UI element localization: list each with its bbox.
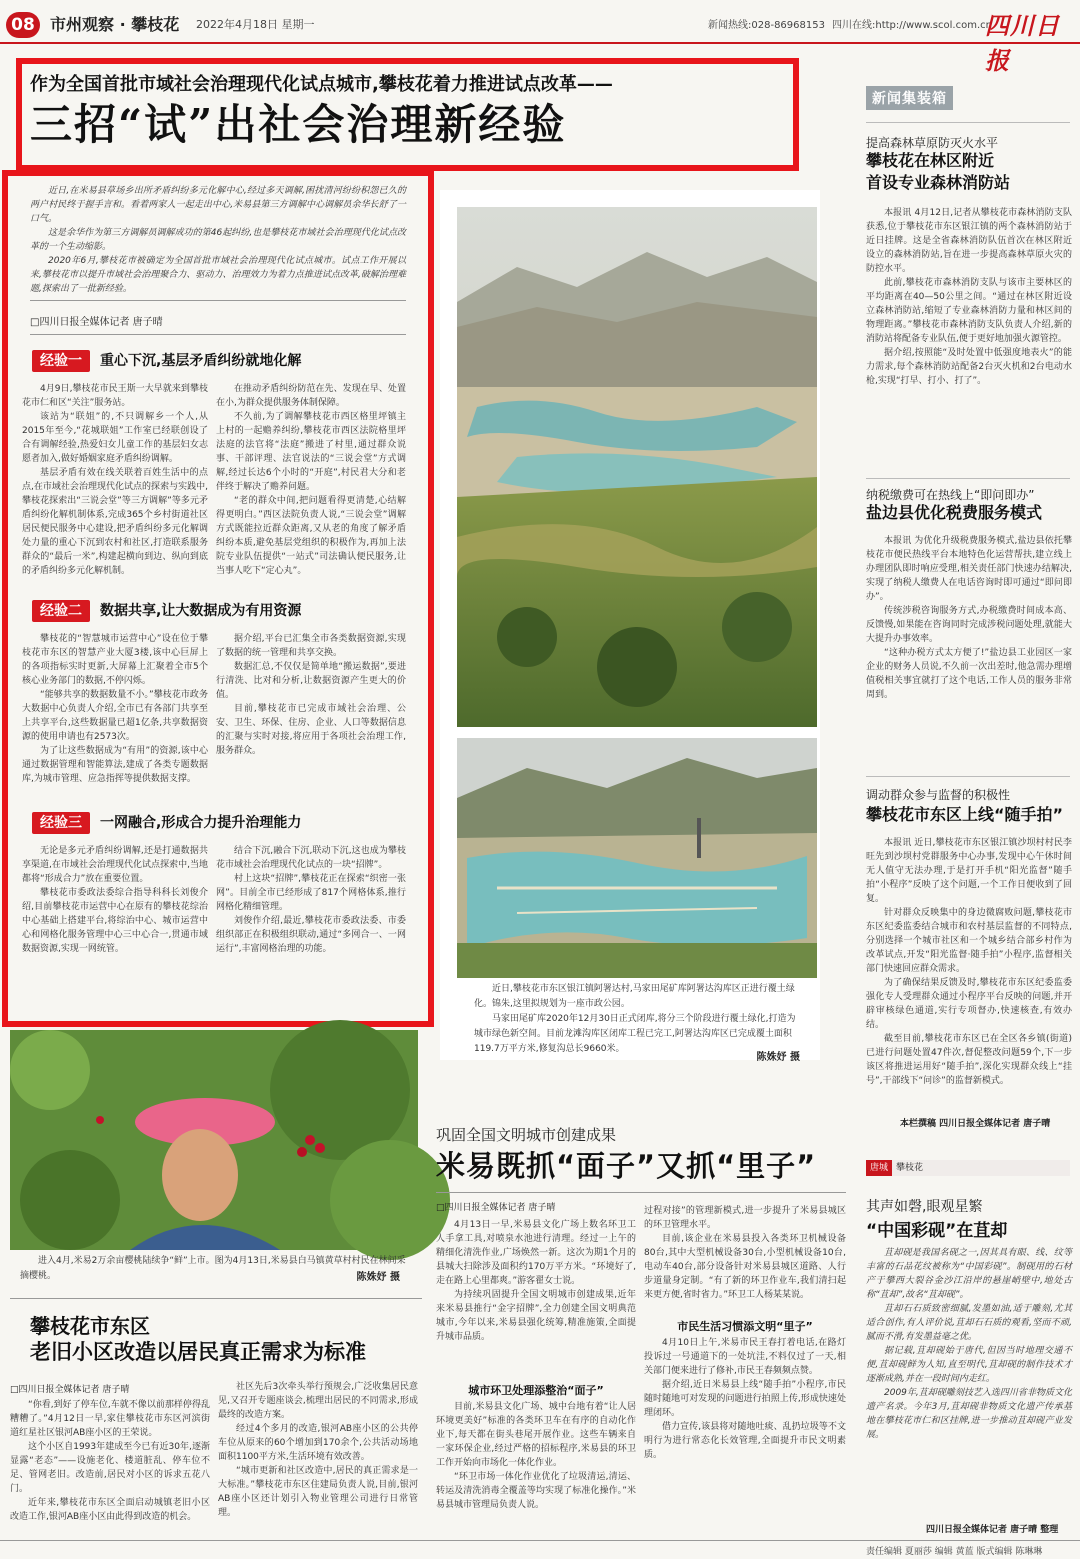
bottom-right-credit: 四川日报全媒体记者 唐子晴 整理 <box>926 1525 1059 1535</box>
lead-title: 三招“试”出社会治理新经验 <box>30 100 567 149</box>
bottom-left-title-line2: 老旧小区改造以居民真正需求为标准 <box>30 1340 366 1364</box>
page-number: 08 <box>6 12 40 38</box>
experience-title: 一网融合,形成合力提升治理能力 <box>100 815 302 831</box>
sidebar-item-kicker: 提高森林草原防灭火水平 <box>866 136 999 150</box>
sidebar-credit: 本栏撰稿 四川日报全媒体记者 唐子晴 <box>900 1119 1051 1129</box>
sidebar-item-kicker: 调动群众参与监督的积极性 <box>866 788 1011 802</box>
paragraph: 基层矛盾有效在线关联着百姓生活中的点点,在市域社会治理现代化试点的探索与实践中,攀枝花探索出“三说会堂”等三方调解”等多元矛盾纠纷化解机制体系,完成365个乡村街道社区居民便民服务中心建设,把矛盾纠纷多元化解调处力量的重心下沉到农村和社区,打造联系服务群众的“最后一米”,构建起横向到边、纵向到底的矛盾纠纷多元化解机制。 <box>22 468 208 576</box>
paragraph: 2009年,苴却砚雕刻技艺入选四川省非物质文化遗产名录。今年3月,苴却砚非物质文化遗产传承基地在攀枝花市仁和区挂牌,进一步推动苴却砚产业发展。 <box>866 1388 1072 1440</box>
paragraph: 本报讯 为优化升级税费服务模式,盐边县依托攀枝花市便民热线平台本地特色化运营帮扶,建立线上办理团队即时响应受理,相关责任部门快速办结解决,实现了纳税人缴费人在电话咨询时即可通过“即问即办”。 <box>866 536 1072 602</box>
paragraph: 村上这块“招牌”,攀枝花正在探索“织密一张网”。目前全市已经形成了817个网格体系,推行网格化精细管理。 <box>216 874 406 912</box>
sidebar-rule <box>866 776 1070 777</box>
paragraph: 4月9日,攀枝花市民王斯一大早就来到攀枝花市仁和区“关注”服务站。 <box>22 384 208 408</box>
sidebar-item-title: 攀枝花在林区附近 首设专业森林消防站 <box>866 151 1011 192</box>
paragraph: 过程对接”的管理新模式,进一步提升了米易县城区的环卫管理水平。 <box>644 1206 846 1230</box>
issue-date: 2022年4月18日 星期一 <box>196 18 315 31</box>
bottom-center-col-1 <box>436 1218 636 1378</box>
paragraph: 传统涉税咨询服务方式,办税缴费时间成本高、反馈慢,如果能在咨询同时完成涉税问题处理,就能大大提升办事效率。 <box>866 606 1072 644</box>
paragraph: 攀枝花的“智慧城市运营中心”设在位于攀枝花市东区的智慧产业大厦3楼,该中心巨屏上的各项指标实时更新,大屏幕上汇聚着全市5个核心业务部门的数据,不停闪烁。 <box>22 634 208 686</box>
paragraph: 本报讯 4月12日,记者从攀枝花市森林消防支队获悉,位于攀枝花市东区银江镇的两个森林消防站于近日挂牌。这是全省森林消防队伍首次在林区附近设立的森林消防站,旨在进一步提高森林草原火灾的防控水平。 <box>866 208 1072 274</box>
divider <box>10 1298 422 1299</box>
cherry-picking-image <box>10 1030 418 1250</box>
sidebar-item-body <box>866 836 1072 1108</box>
bottom-center-kicker: 巩固全国文明城市创建成果 <box>436 1126 617 1144</box>
experience-tag: 经验二 <box>32 600 90 622</box>
masthead-rule <box>0 42 1080 44</box>
lead-highlight-box <box>2 170 434 1027</box>
paragraph: 苴却石石质致密细腻,发墨如油,适于雕刻,尤其适合创作,有人评价说,苴却石石质的观看,坚而不顽,腻而不滑,有发墨益毫之优。 <box>866 1304 1072 1342</box>
paragraph: 在推动矛盾纠纷防范在先、发现在早、处置在小,为群众提供服务体制保障。 <box>216 384 406 408</box>
paragraph: 刘俊作介绍,最近,攀枝花市委政法委、市委组织部正在积极组织联动,通过“多网合一、一网运行”,丰富网格治理的功能。 <box>216 916 406 954</box>
paragraph: 为了确保结果反馈及时,攀枝花市东区纪委监委强化专人受理群众通过小程序平台反映的问题,并开辟审核绿色通道,实行专项督办,快速核查,有效办结。 <box>866 978 1072 1030</box>
experience-title: 重心下沉,基层矛盾纠纷就地化解 <box>100 353 302 369</box>
paragraph: 数据汇总,不仅仅是简单地“搬运数据”,要进行清洗、比对和分析,让数据资源产生更大的价值。 <box>216 662 406 700</box>
tailings-landscape-image <box>457 207 817 727</box>
experience-tag: 经验三 <box>32 812 90 834</box>
news-hotline: 新闻热线:028-86968153 <box>708 20 825 31</box>
lead-kicker: 作为全国首批市域社会治理现代化试点城市,攀枝花着力推进试点改革—— <box>30 74 613 95</box>
divider <box>436 1192 846 1193</box>
paragraph: “城市更新和社区改造中,居民的真正需求是一大标准。”攀枝花市东区住建局负责人说,目前,银河AB座小区还计划引入物业管理公司进行日常管理。 <box>218 1466 418 1518</box>
paragraph: 经过4个多月的改造,银河AB座小区的公共停车位从原来的60个增加到170余个,公共活动场地面积1100平方米,生活环境有效改善。 <box>218 1424 418 1462</box>
intro-paragraph: 2020年6月,攀枝花市被确定为全国首批市域社会治理现代化试点城市。试点工作开展以来,攀枝花市以提升市域社会治理聚合力、驱动力、治理效力为着力点推进试点改革,破解治理难题,探索出了一批新经验。 <box>30 256 406 294</box>
column-tag-bar <box>866 1160 1070 1176</box>
news-container-logo: 新闻集装箱 <box>866 86 953 110</box>
paragraph: “环卫市场一体化作业优化了垃圾清运,清运、转运及清洗消毒全覆盖等均实现了标准化操作。”米易县城市管理局负责人说。 <box>436 1472 636 1510</box>
newspaper-logo: 四川日报 <box>985 11 1060 75</box>
lead-byline: □四川日报全媒体记者 唐子晴 <box>30 317 163 328</box>
photo-caption <box>474 982 800 1054</box>
experience-tag: 经验一 <box>32 350 90 372</box>
paragraph: 据介绍,近日米易县上线“随手拍”小程序,市民随时随地可对发现的问题进行拍照上传,形成快速处理闭环。 <box>644 1380 846 1418</box>
bottom-center-title: 米易既抓“面子”又抓“里子” <box>436 1149 817 1183</box>
footer-rule <box>0 1540 1080 1541</box>
paragraph: 社区先后3次牵头举行预规会,广泛收集居民意见,又召开专题座谈会,梳理出居民的不同需求,形成最终的改造方案。 <box>218 1382 418 1420</box>
editor-credits: 责任编辑 夏丽莎 编辑 黄蓝 版式编辑 陈琳琳 <box>866 1547 1043 1557</box>
paragraph: 该站为“联姐”的,不只调解乡一个人,从2015年至今,“花城联姐”工作室已经联创设了合有调解经验,热爱妇女儿童工作的基层妇女志愿者加入,做好婚姻家庭矛盾纠纷调解。 <box>22 412 208 464</box>
cherry-picking-photo <box>10 1030 418 1250</box>
sidebar-item-kicker: 纳税缴费可在热线上“即问即办” <box>866 488 1035 502</box>
masthead <box>0 0 1080 75</box>
bottom-left-col-2 <box>218 1380 418 1536</box>
bottom-center-col-2b <box>644 1336 846 1536</box>
paragraph: 这个小区自1993年建成至今已有近30年,逐渐显露“老态”——设施老化、楼道脏乱、停车位不足、管网老旧。改造前,居民对小区的诉求五花八门。 <box>10 1442 210 1494</box>
sub-heading: 市民生活习惯添文明“里子” <box>677 1320 813 1333</box>
bottom-center-byline: □四川日报全媒体记者 唐子晴 <box>436 1203 556 1213</box>
caption-text: 马家田尾矿库2020年12月30日正式闭库,将分三个阶段进行覆土绿化,打造为城市绿色新空间。目前龙滩沟库区闭库工程已完工,阿署达沟库区已完成覆土面积119.7万平方米,修复沟总长9660米。 <box>474 1014 796 1054</box>
paragraph: “这种办税方式太方便了!”盐边县工业园区一家企业的财务人员说,不久前一次出差时,他急需办理增值税相关事宜就打了这个电话,工作人员的服务非常周到。 <box>866 648 1072 700</box>
paragraph: “你看,到好了停车位,车就不像以前那样停得乱糟糟了。”4月12日一早,家住攀枝花市东区河滨街道红星社区银河AB座小区的王荣说。 <box>10 1400 210 1438</box>
sidebar-item-title: 盐边县优化税费服务模式 <box>866 503 1043 522</box>
paragraph: 针对群众反映集中的身边微腐败问题,攀枝花市东区纪委监委结合城市和农村基层监督的不同特点,分别选择一个城市社区和一个城乡结合部乡村作为改革试点,开发“阳光监督·随手拍”小程序,监督相关部门快速回应群众需求。 <box>866 908 1072 974</box>
sidebar-rule <box>866 478 1070 479</box>
experience-title: 数据共享,让大数据成为有用资源 <box>100 603 302 619</box>
paragraph: 为持续巩固提升全国文明城市创建成果,近年来米易县推行“金字招牌”,全力创建全国文明典范城市,今年以来,米易县强化统筹,精准施策,全面提升城市品质。 <box>436 1290 636 1342</box>
paragraph: 此前,攀枝花市森林消防支队与该市主要林区的平均距离在40—50公里之间。“通过在林区附近设立森林消防站,缩短了专业森林消防力量和林区间的物理距离。”攀枝花市森林消防支队负责人介绍,新的消防站将配备专业队伍,便于更好地加强火源管控。 <box>866 278 1072 344</box>
intro-paragraph: 近日,在米易县草场乡出所矛盾纠纷多元化解中心,经过多天调解,困扰清河纷纷积怨已久的两户村民终于握手言和。看着两家人一起走出中心,米易县第三方调解中心调解员余华长舒了一口气。 <box>30 186 406 224</box>
sidebar-rule <box>866 122 1070 123</box>
paragraph: 据介绍,平台已汇集全市各类数据资源,实现了数据的统一管理和共享交换。 <box>216 634 406 658</box>
tailings-pond-image <box>457 738 817 978</box>
paragraph: 截至目前,攀枝花市东区已在全区各乡镇(街道)已进行问题处置47件次,督促整改问题59个,下一步该区将推进运用好“随手拍”,深化实现群众线上“挂号”,干部线下“问诊”的监督新模式。 <box>866 1034 1072 1086</box>
paragraph: 攀枝花市委政法委综合指导科科长刘俊介绍,目前攀枝花市运营中心在原有的攀枝花综治中心基础上搭建平台,将综治中心、城市运营中心和网格化服务管理中心三中心合一,贯通市域数据资源,实现一网统管。 <box>22 888 208 954</box>
paragraph: 借力宣传,该县将对随地吐痰、乱扔垃圾等不文明行为进行常态化长效管理,全面提升市民文明素质。 <box>644 1422 846 1460</box>
website-link[interactable]: 四川在线:http://www.scol.com.cn <box>832 20 992 31</box>
column-tag-place: 攀枝花 <box>896 1163 924 1173</box>
paragraph: 目前,攀枝花市已完成市域社会治理、公安、卫生、环保、住房、企业、人口等数据信息的汇聚与实时对接,将应用于各项社会治理工作,服务群众。 <box>216 704 406 756</box>
paragraph: 本报讯 近日,攀枝花市东区银江镇沙坝村村民李旺先到沙坝村党群服务中心办事,发现中心午休时间无人值守无法办理,于是打开手机“阳光监督”随手拍“小程序”反映了这个问题,一个工作日便收到了回复。 <box>866 838 1072 904</box>
bottom-left-title-line1: 攀枝花市东区 <box>30 1314 150 1338</box>
paragraph: 苴却砚是我国名砚之一,因其具有眼、线、纹等丰富的石品花纹被称为“中国彩砚”。制砚用的石材产于攀西大裂谷金沙江沿岸的悬崖峭壁中,地处古称“苴却”,故名“苴却砚”。 <box>866 1248 1072 1300</box>
paragraph: “老的群众中间,把问题看得更清楚,心结解得更明白。”西区法院负责人说,“三说会堂”调解方式既能拉近群众距离,又从老的角度了解矛盾纠纷本质,避免基层党组织的积极作为,再加上法院专业队伍提供“一站式”司法确认便民服务,让当事人吃下“定心丸”。 <box>216 496 406 576</box>
sub-heading: 城市环卫处理添整治“面子” <box>468 1384 604 1397</box>
paragraph: 不久前,为了调解攀枝花市西区格里坪镇主上村的一起赡养纠纷,攀枝花市西区法院格里坪法庭的法官将“法庭”搬进了村里,通过群众说事、干部评理、法官说法的“三说会堂”方式调解,经过长达6个小时的“开庭”,村民君大分和老伴终于解决了赡养问题。 <box>216 412 406 492</box>
bottom-right-title: “中国彩砚”在苴却 <box>866 1221 1008 1241</box>
paragraph: 目前,米易县文化广场、城中台地有着“让人居环境更美好”标准的各类环卫车在有序的自动化作业下,每天都在街头巷尾开展作业。这些车辆来自一家环保企业,经过严格的招标程序,米易县的环卫工作开始向市场化一体化作业。 <box>436 1402 636 1468</box>
paragraph: “能够共享的数据数量不小。”攀枝花市政务大数据中心负责人介绍,全市已有各部门共享至上共享平台,这些数据量已超1亿条,共享数据资源的使用申请也有2573次。 <box>22 690 208 742</box>
bottom-left-col-1 <box>10 1398 210 1536</box>
paragraph: 为了让这些数据成为“有用”的资源,该中心通过数据管理和智能算法,建成了各类专题数据库,为城市管理、应急指挥等提供数据支撑。 <box>22 746 208 784</box>
sidebar-item-body <box>866 534 1072 766</box>
paragraph: 无论是多元矛盾纠纷调解,还是打通数据共享渠道,在市域社会治理现代化试点探索中,当地都将“形成合力”放在重要位置。 <box>22 846 208 884</box>
bottom-right-kicker: 其声如磬,眼观星繁 <box>866 1199 983 1215</box>
bottom-center-col-1b <box>436 1400 636 1536</box>
intro-paragraph: 这是余华作为第三方调解员调解成功的第46起纠纷,也是攀枝花市域社会治理现代化试点改革的一个生动缩影。 <box>30 228 406 252</box>
paragraph: 4月13日一早,米易县文化广场上数名环卫工人手拿工具,对喷泉水池进行清理。经过一上午的精细化清洗作业,广场焕然一新。这次为期1个月的县城大扫除涉及面积约170万平方米。“环境好了,走在路上心里都爽。”游客翟女士说。 <box>436 1220 636 1286</box>
caption-text: 近日,攀枝花市东区银江镇阿署达村,马家田尾矿库阿署达沟库区正进行覆土绿化。锦朱,这里拟规划为一座市政公园。 <box>474 984 795 1009</box>
sidebar-item-body <box>866 206 1072 468</box>
cherry-photo-credit: 陈姝妤 摄 <box>356 1272 400 1283</box>
column-tag: 唐城 <box>866 1160 892 1176</box>
headline-highlight-box <box>16 58 799 171</box>
bottom-right-body <box>866 1246 1072 1516</box>
section-title: 市州观察 · 攀枝花 <box>50 15 180 34</box>
paragraph: 据介绍,按照能“及时处置中低强度地表火”的能力需求,每个森林消防站配备2台灭火机和2台电动水枪,实现“打早、打小、打了”。 <box>866 348 1072 386</box>
bottom-left-byline: □四川日报全媒体记者 唐子晴 <box>10 1385 130 1395</box>
bottom-center-col-2 <box>644 1204 846 1314</box>
paragraph: 近年来,攀枝花市东区全面启动城镇老旧小区改造工作,银河AB座小区由此得到改造的机会。 <box>10 1498 210 1522</box>
paragraph: 4月10日上午,米易市民王春打着电话,在路灯投诉过一号通道下的一处坑洼,不料仅过了一天,相关部门便来进行了修补,市民王春频频点赞。 <box>644 1338 846 1376</box>
paragraph: 结合下沉,融合下沉,联动下沉,这也成为攀枝花市域社会治理现代化试点的一块“招牌”。 <box>216 846 406 870</box>
photo-credit: 陈姝妤 摄 <box>756 1052 800 1063</box>
sidebar-item-title: 攀枝花市东区上线“随手拍” <box>866 805 1064 824</box>
tailings-pond-photo <box>457 738 817 978</box>
cherry-caption: 进入4月,米易2万余亩樱桃陆续争“鲜”上市。图为4月13日,米易县白马镇黄草村村民在林间采摘樱桃。 <box>20 1256 406 1281</box>
paragraph: 目前,该企业在米易县投入各类环卫机械设备80台,其中大型机械设备30台,小型机械设备10台,电动车40台,部分设备针对米易县城区道路、人行步道量身定制。“有了新的环卫作业车,我们清扫起来更方便,省时省力。”环卫工人杨某某说。 <box>644 1234 846 1300</box>
tailings-landscape-photo <box>457 207 817 727</box>
paragraph: 据记载,苴却砚始于唐代,但因当时地理交通不便,苴却砚鲜为人知,直至明代,苴却砚的制作技术才逐渐成熟,并在一段时间内走红。 <box>866 1346 1072 1384</box>
